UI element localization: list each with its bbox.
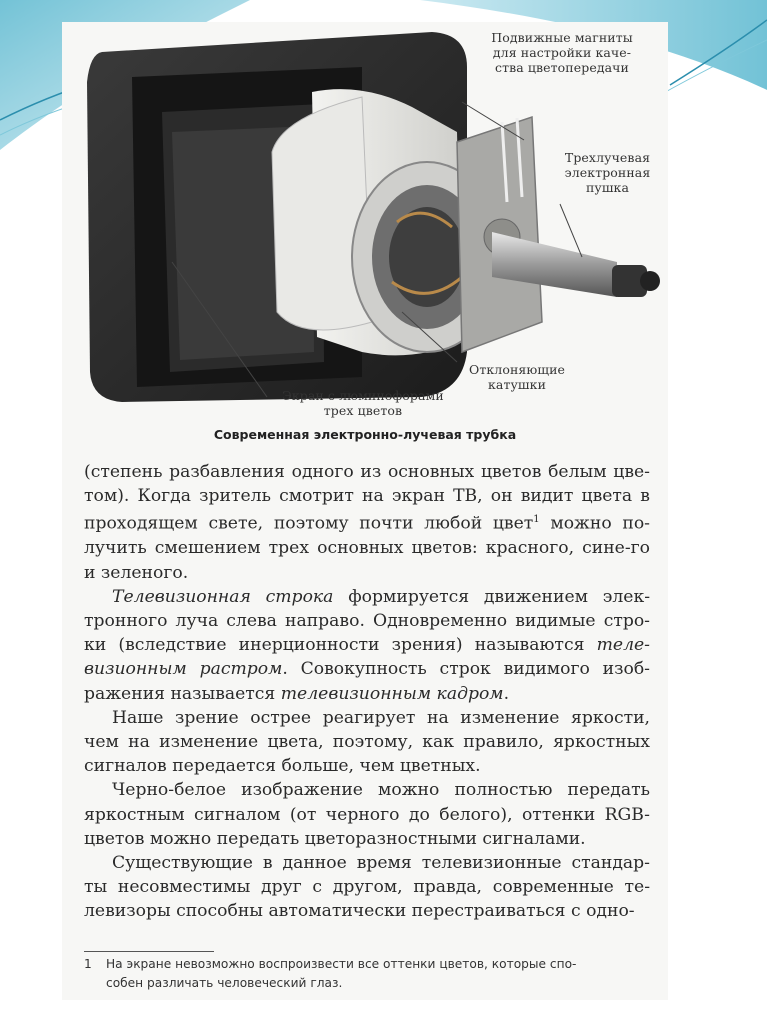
callout-electron-gun: Трехлучевая электронная пушка bbox=[564, 150, 651, 195]
paragraph-1: (степень разбавления одного из основных цветов белым цве-том). Когда зритель смотрит на экран ТВ, он видит цвета в проходящем свете, поэтому почти любой цвет$^1$ можно по-лучить смешением трех основных цветов: красного, сине-го и зеленого. bbox=[84, 462, 650, 583]
term-tv-line: Телевизионная строка bbox=[112, 586, 334, 607]
callout-screen: Экран с люминофорами трех цветов bbox=[282, 388, 444, 418]
term-tv-frame: телевизионным кадром bbox=[280, 683, 504, 704]
figure-caption: Современная электронно-лучевая трубка bbox=[213, 427, 517, 442]
paragraph-3: Наше зрение острее реагирует на изменение яркости, чем на изменение цвета, поэтому, как правило, яркостных сигналов передается больше, чем цветных. bbox=[84, 707, 650, 777]
textbook-page bbox=[62, 22, 668, 1000]
callout-deflection-coils: Отклоняющие катушки bbox=[469, 362, 565, 392]
paragraph-2: Телевизионная строка формируется движением элек-тронного луча слева направо. Одновременно видимые стро-ки (вследствие инерционности зрения) называются теле-визионным растром. Совокупность строк видимого изоб-ражения называется телевизионным кадром. bbox=[84, 586, 651, 704]
term-tv-raster: теле-визионным растром bbox=[84, 635, 650, 680]
footnote-number: 1 bbox=[84, 957, 92, 971]
callout-magnets: Подвижные магниты для настройки каче- ства цветопередачи bbox=[491, 30, 633, 75]
paragraph-5: Существующие в данное время телевизионные стандар-ты несовместимы друг с другом, правда, современные те-левизоры способны автоматически перестраиваться с одно- bbox=[84, 852, 650, 922]
paragraph-4: Черно-белое изображение можно полностью передать яркостным сигналом (от черного до белого), оттенки RGB-цветов можно передать цветоразностными сигналами. bbox=[84, 780, 650, 849]
body-text bbox=[84, 460, 650, 924]
footnote-ref: 1 bbox=[533, 514, 540, 526]
footnote-rule bbox=[84, 951, 214, 952]
footnote: 1 На экране невозможно воспроизвести все оттенки цветов, которые спо- собен различать человеческий глаз. bbox=[84, 957, 577, 990]
